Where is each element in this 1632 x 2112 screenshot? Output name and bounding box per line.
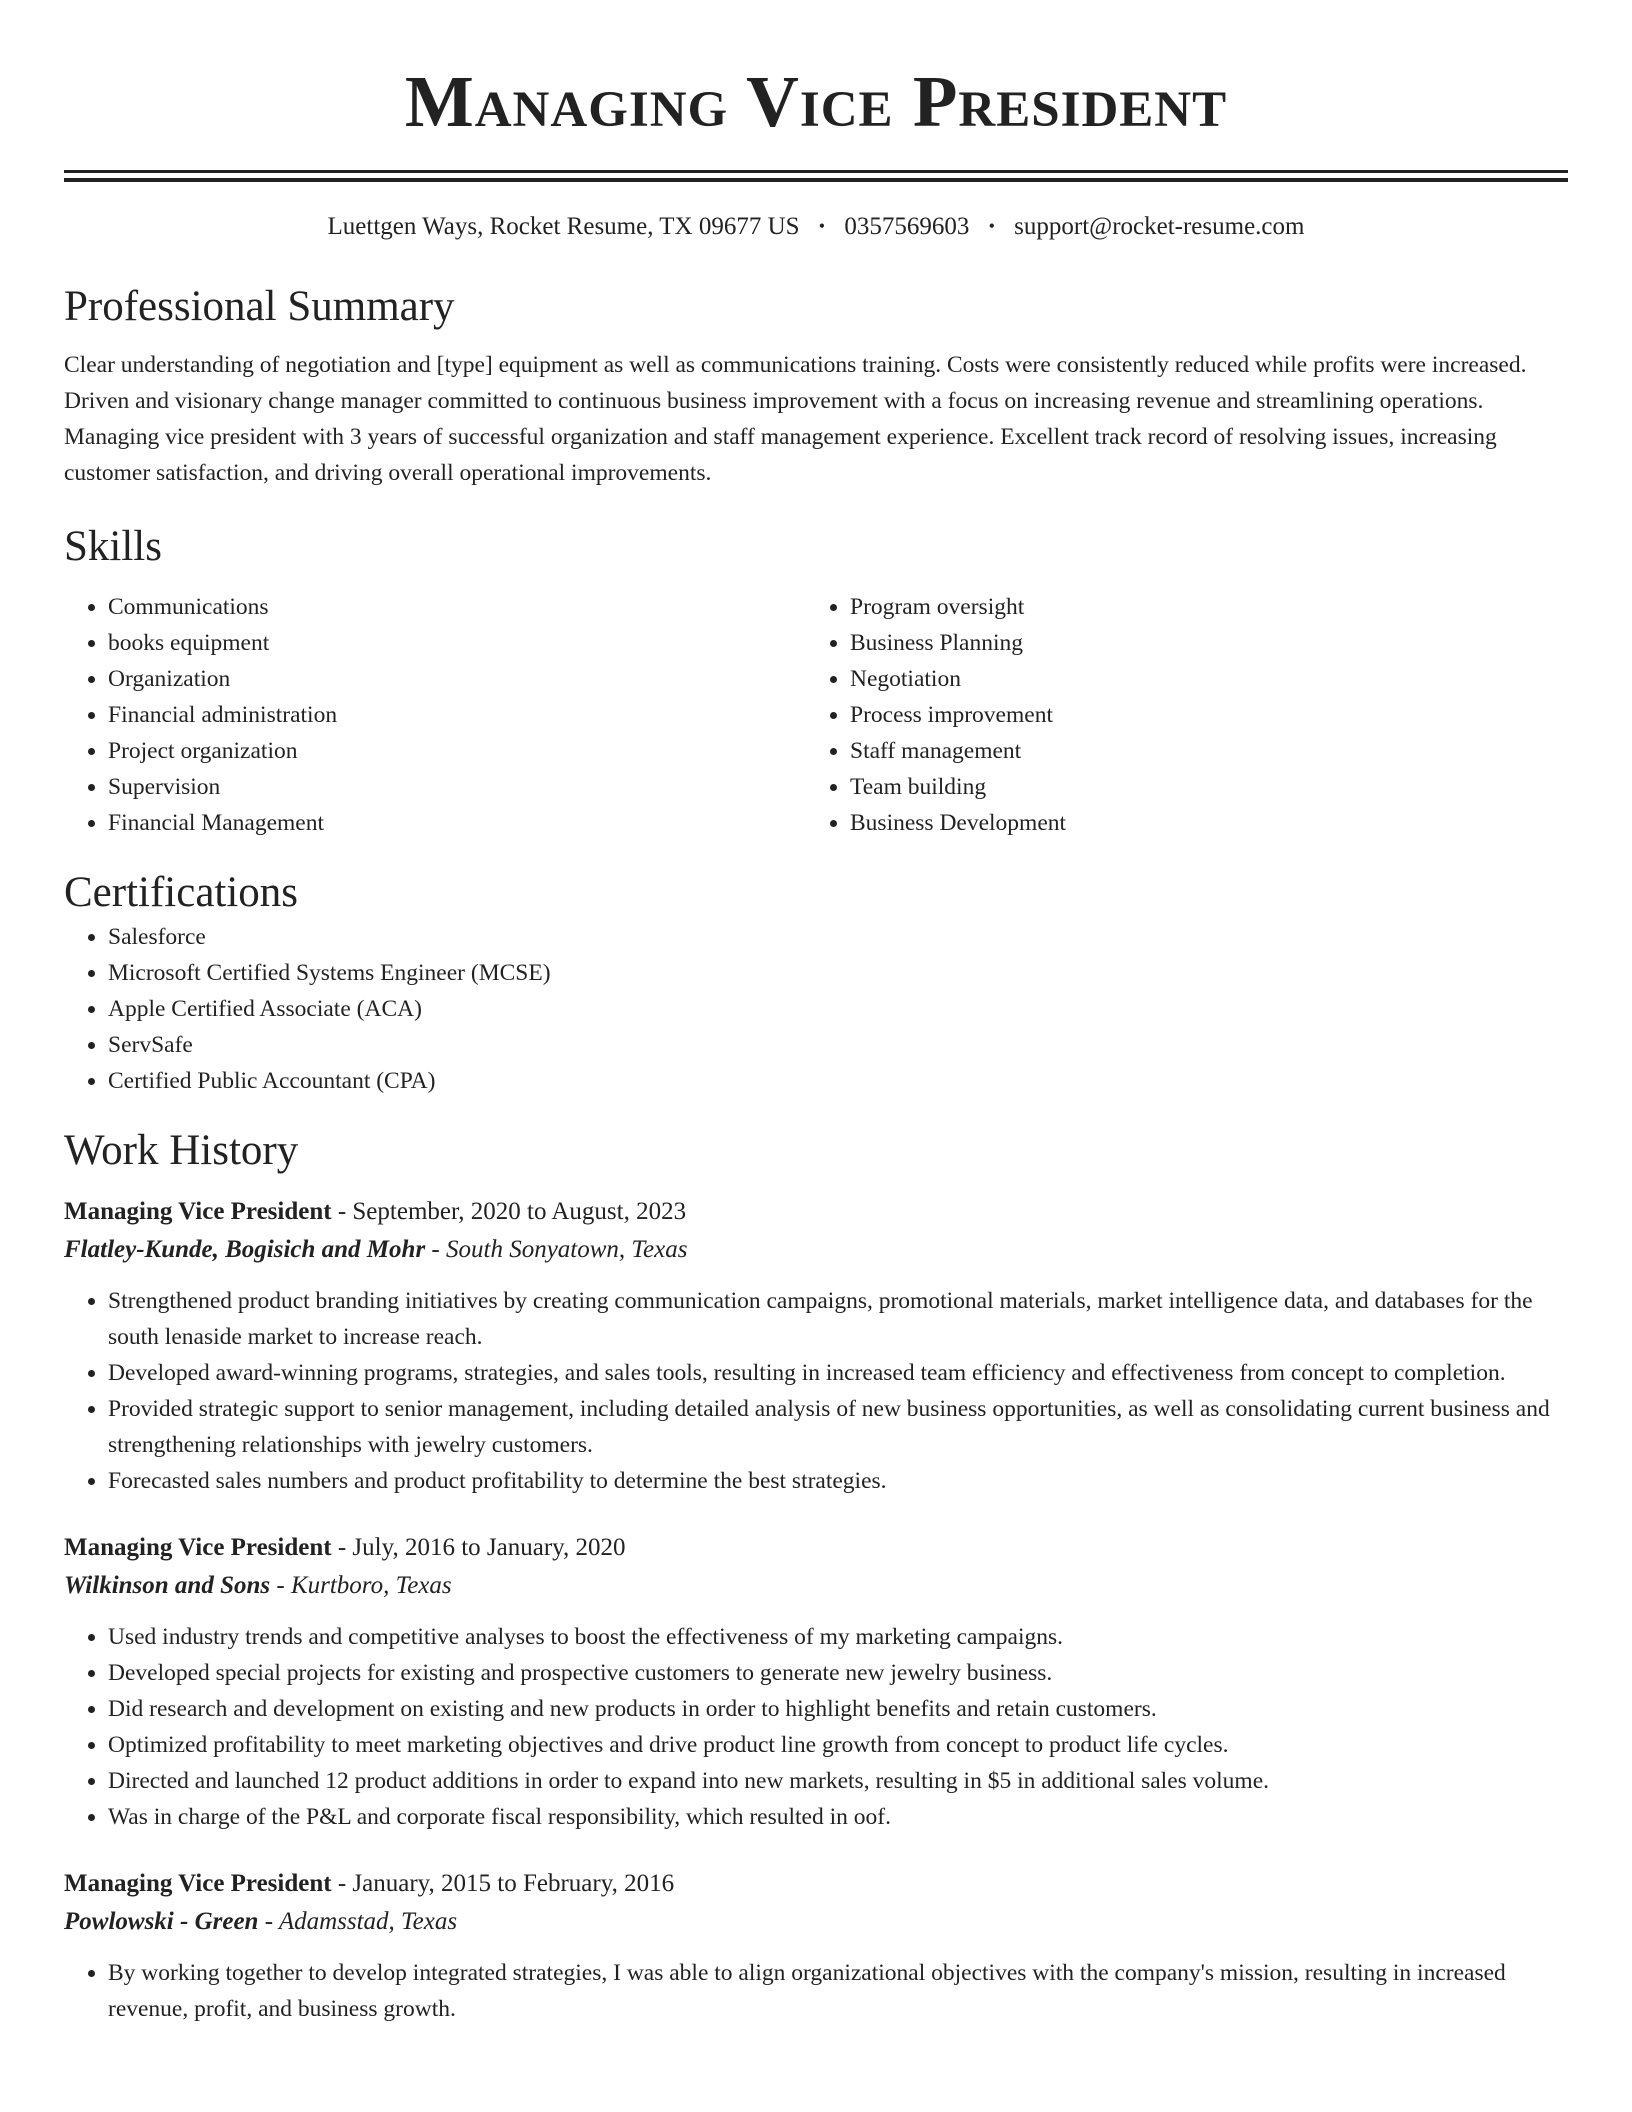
job-entry [64, 1865, 1568, 2027]
job-bullet: • By working together to develop integrated strategies, I was able to align organizational objectives with the company's mission, resulting in increased revenue, profit, and business growth. [108, 1955, 1568, 2027]
job-title: Managing Vice President [64, 1870, 332, 1897]
work-history-heading: Work History [64, 1127, 299, 1174]
job-dates: - January, 2015 to February, 2016 [331, 1870, 675, 1897]
job-company: Wilkinson and Sons [64, 1572, 271, 1599]
skill-item: • Financial administration [108, 697, 806, 733]
job-bullet: • Provided strategic support to senior management, including detailed analysis of new business opportunities, as well as consolidating current business and strengthening relationships with jewelry customers. [108, 1391, 1568, 1463]
skill-item: • Business Planning [850, 625, 1548, 661]
job-title-line [64, 1865, 1568, 1903]
job-location: - Kurtboro, Texas [270, 1572, 452, 1599]
skill-item: • Business Development [850, 805, 1548, 841]
skill-item: • Project organization [108, 733, 806, 769]
job-bullet: • Optimized profitability to meet marketing objectives and drive product line growth from concept to product life cycles. [108, 1727, 1568, 1763]
job-entry [64, 1529, 1568, 1835]
summary-heading: Professional Summary [64, 283, 455, 330]
skills-list-left [64, 589, 806, 841]
certification-item: • Certified Public Accountant (CPA) [108, 1063, 1568, 1099]
job-title: Managing Vice President [64, 1198, 332, 1225]
job-dates: - July, 2016 to January, 2020 [331, 1534, 626, 1561]
contact-line [64, 210, 1568, 243]
job-bullets [64, 1619, 1568, 1835]
contact-separator: • [818, 216, 826, 236]
skill-item: • Team building [850, 769, 1548, 805]
skills-heading: Skills [64, 523, 162, 570]
job-company: Flatley-Kunde, Bogisich and Mohr [64, 1236, 426, 1263]
job-bullet: • Developed special projects for existing and prospective customers to generate new jewelry business. [108, 1655, 1568, 1691]
job-bullet: • Strengthened product branding initiatives by creating communication campaigns, promotional materials, market intelligence data, and databases for the south lenaside market to increase reach. [108, 1283, 1568, 1355]
contact-email: support@rocket-resume.com [1014, 213, 1305, 240]
skill-item: • Program oversight [850, 589, 1548, 625]
resume-name-heading: Managing Vice President [404, 61, 1228, 142]
certifications-heading: Certifications [64, 869, 299, 916]
job-bullet: • Used industry trends and competitive analyses to boost the effectiveness of my marketing campaigns. [108, 1619, 1568, 1655]
skill-item: • Financial Management [108, 805, 806, 841]
job-company-line [64, 1567, 1568, 1605]
job-dates: - September, 2020 to August, 2023 [331, 1198, 687, 1225]
job-bullet: • Was in charge of the P&L and corporate fiscal responsibility, which resulted in oof. [108, 1799, 1568, 1835]
job-location: - Adamsstad, Texas [258, 1908, 458, 1935]
header-double-rule [64, 170, 1568, 182]
certification-item: • Salesforce [108, 919, 1568, 955]
certification-item: • Apple Certified Associate (ACA) [108, 991, 1568, 1027]
job-company-line [64, 1903, 1568, 1941]
certifications-list [64, 919, 1568, 1099]
job-bullet: • Did research and development on existing and new products in order to highlight benefits and retain customers. [108, 1691, 1568, 1727]
job-bullets [64, 1955, 1568, 2027]
skills-columns [64, 589, 1568, 841]
skill-item: • books equipment [108, 625, 806, 661]
job-bullet: • Forecasted sales numbers and product profitability to determine the best strategies. [108, 1463, 1568, 1499]
certification-item: • ServSafe [108, 1027, 1568, 1063]
job-company: Powlowski - Green [64, 1908, 259, 1935]
job-title: Managing Vice President [64, 1534, 332, 1561]
job-title-line [64, 1529, 1568, 1567]
skill-item: • Communications [108, 589, 806, 625]
job-location: - South Sonyatown, Texas [425, 1236, 688, 1263]
job-bullets [64, 1283, 1568, 1499]
contact-phone: 0357569603 [844, 213, 970, 240]
job-entry [64, 1193, 1568, 1499]
contact-separator: • [988, 216, 995, 236]
skill-item: • Staff management [850, 733, 1548, 769]
job-bullet: • Developed award-winning programs, strategies, and sales tools, resulting in increased team efficiency and effectiveness from concept to completion. [108, 1355, 1568, 1391]
skills-list-right [806, 589, 1548, 841]
skill-item: • Negotiation [850, 661, 1548, 697]
contact-address: Luettgen Ways, Rocket Resume, TX 09677 US [327, 213, 800, 240]
summary-text: Clear understanding of negotiation and [type] equipment as well as communications training. Costs were consistently reduced while profits were increased. Driven and visionary change manager committed to continuous business improvement with a focus on increasing revenue and streamlining operations. Managing vice president with 3 years of successful organization and staff management experience. Excellent track record of resolving issues, increasing customer satisfaction, and driving overall operational improvements. [64, 352, 1527, 486]
job-title-line [64, 1193, 1568, 1231]
skill-item: • Process improvement [850, 697, 1548, 733]
job-company-line [64, 1231, 1568, 1269]
resume-page [64, 0, 1568, 2027]
job-bullet: • Directed and launched 12 product additions in order to expand into new markets, resulting in $5 in additional sales volume. [108, 1763, 1568, 1799]
skill-item: • Supervision [108, 769, 806, 805]
skill-item: • Organization [108, 661, 806, 697]
certification-item: • Microsoft Certified Systems Engineer (MCSE) [108, 955, 1568, 991]
